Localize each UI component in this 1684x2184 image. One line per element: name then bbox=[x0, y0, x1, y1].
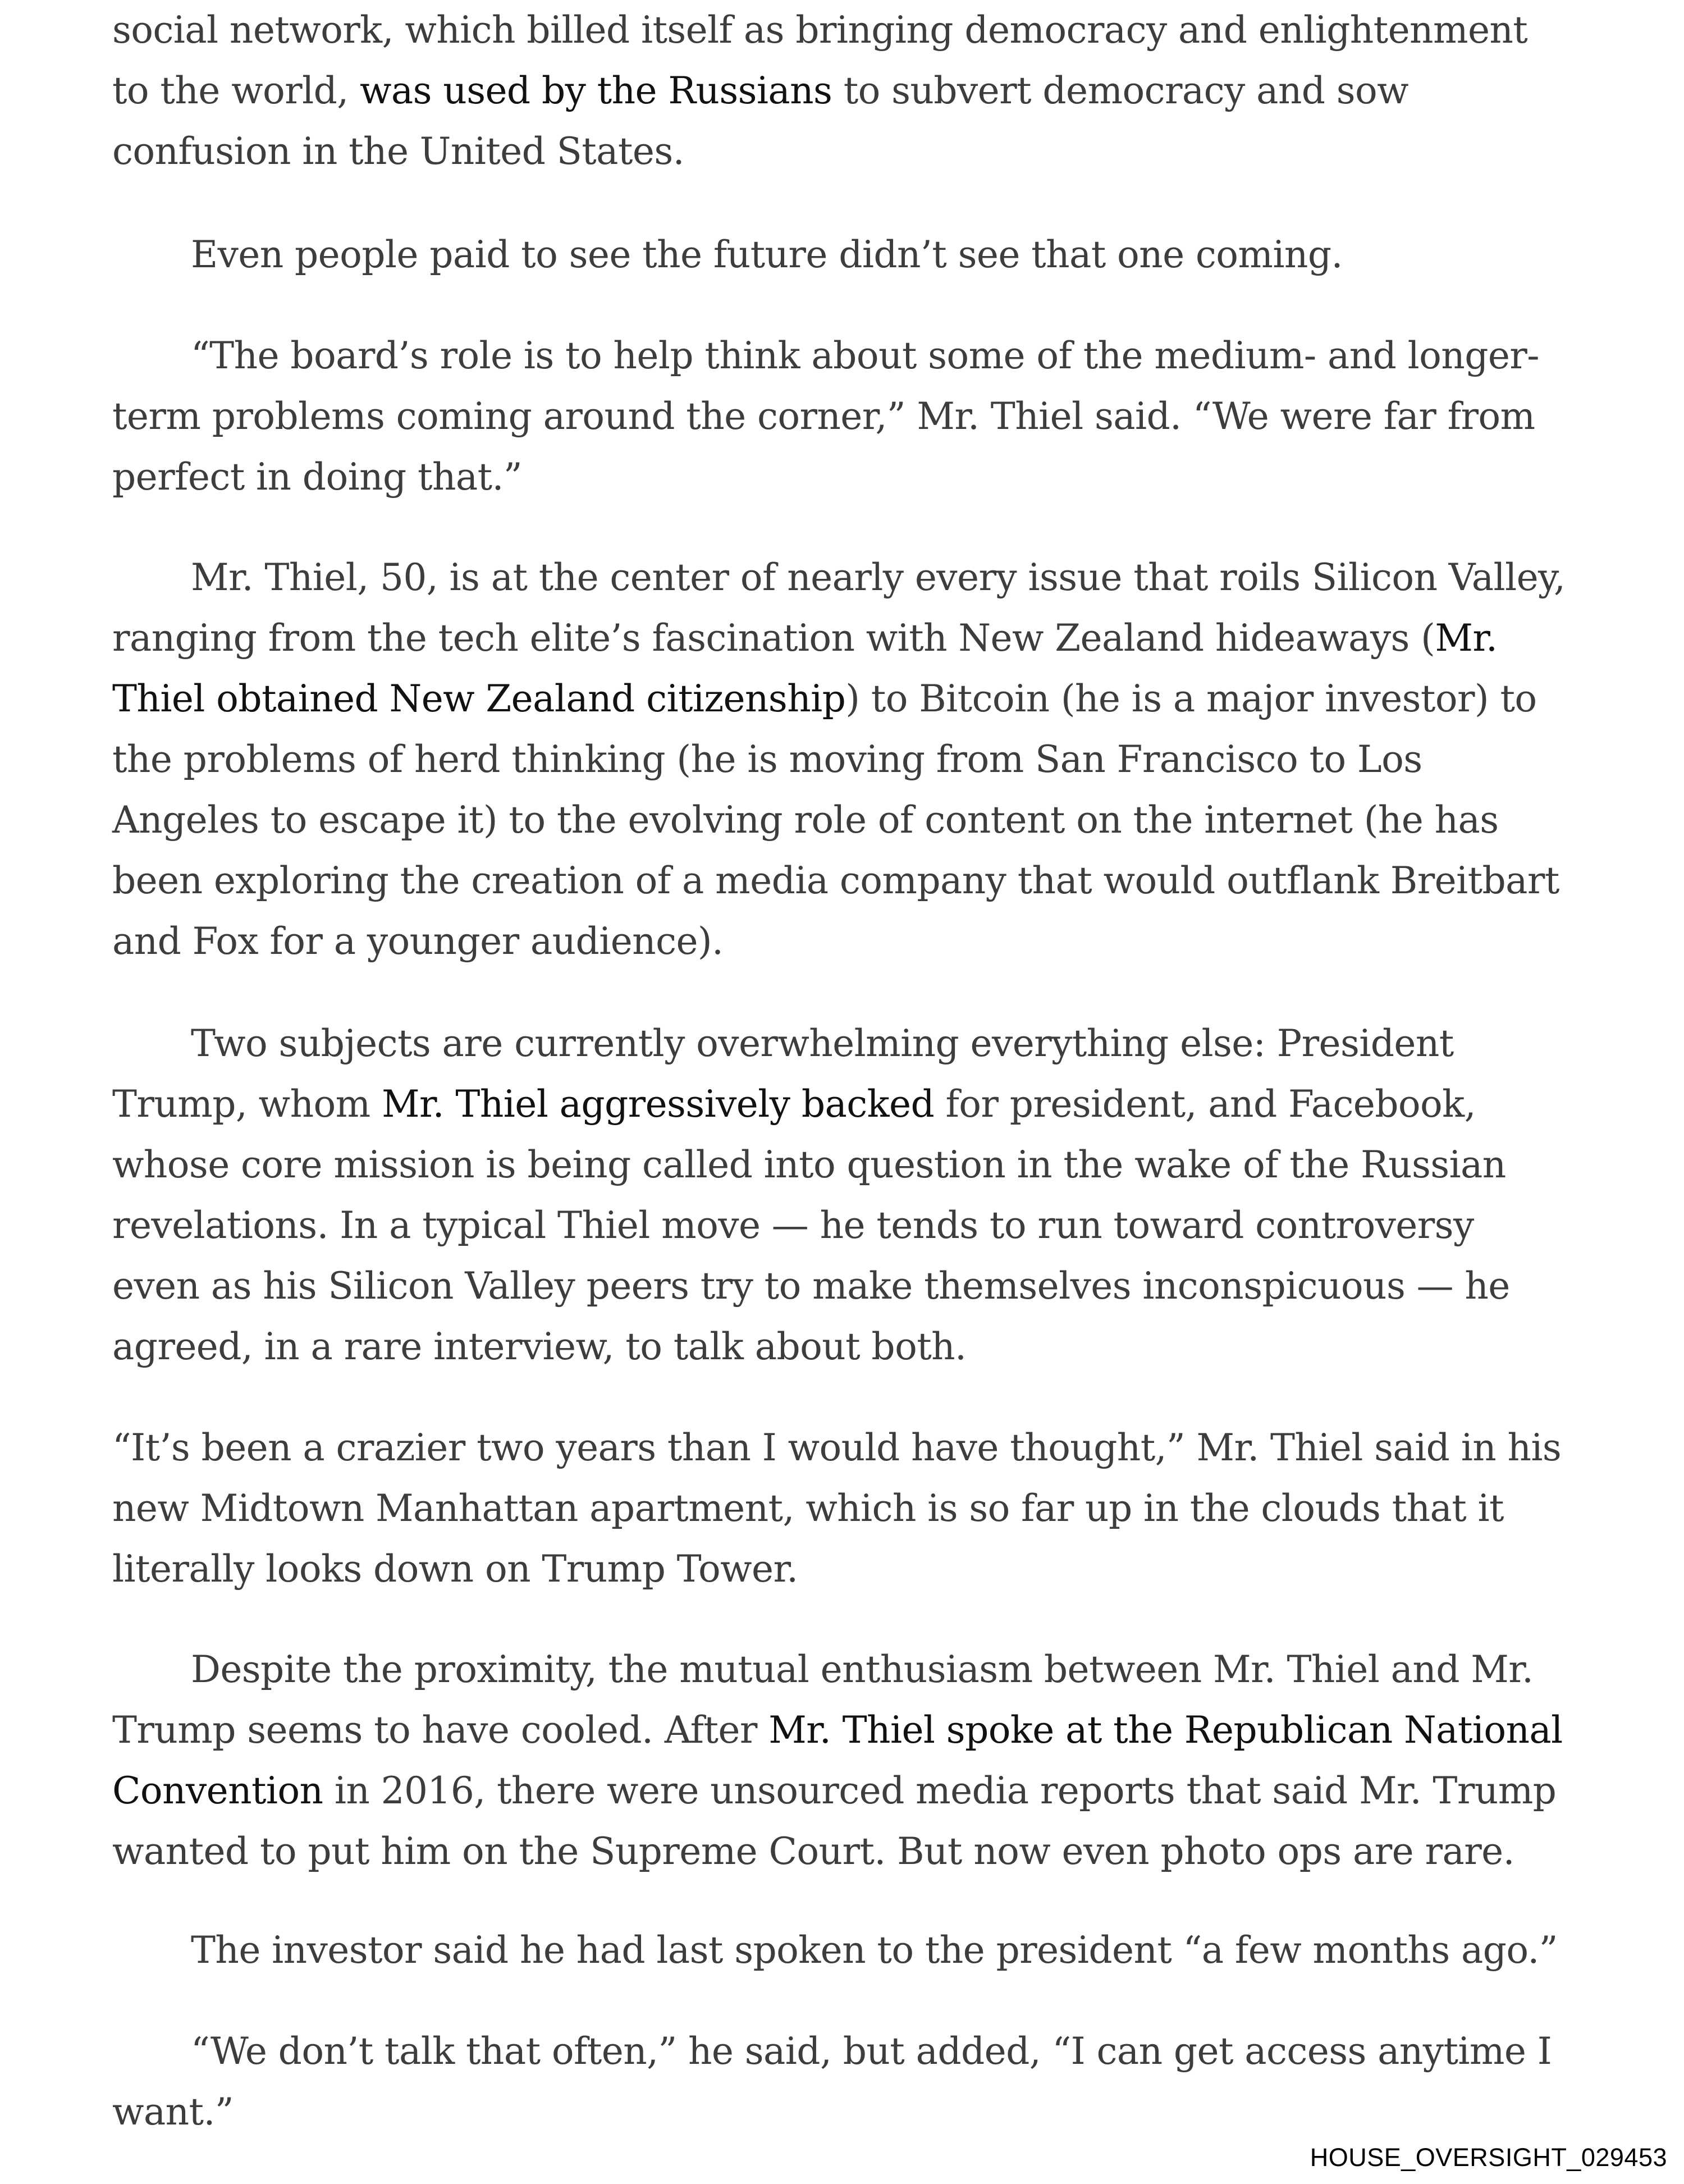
paragraph-1 bbox=[112, 0, 1572, 182]
paragraph-text: “We don’t talk that often,” he said, but added, “I can get access anytime I want.” bbox=[112, 2030, 1552, 2133]
bates-number: HOUSE_OVERSIGHT_029453 bbox=[1310, 2143, 1667, 2172]
paragraph-6 bbox=[112, 1418, 1572, 1600]
paragraph-text: in 2016, there were unsourced media reports that said Mr. Trump wanted to put him on the Supreme Court. But now even photo ops are rare. bbox=[112, 1769, 1557, 1873]
paragraph-text: Two subjects are currently overwhelming everything else: President Trump, whom bbox=[112, 1022, 1454, 1126]
paragraph-4 bbox=[112, 547, 1572, 972]
paragraph-7 bbox=[112, 1639, 1572, 1882]
paragraph-text: to subvert democracy and sow confusion in the United States. bbox=[112, 69, 1409, 173]
paragraph-text: “The board’s role is to help think about some of the medium- and longer-term problems coming around the corner,” Mr. Thiel said. “We were far from perfect in doing that.” bbox=[112, 334, 1539, 499]
paragraph-text: Mr. Thiel, 50, is at the center of nearly every issue that roils Silicon Valley, ranging from the tech elite’s fascination with New Zealand hideaways ( bbox=[112, 556, 1566, 660]
paragraph-2 bbox=[112, 225, 1572, 285]
paragraph-text: ) to Bitcoin (he is a major investor) to the problems of herd thinking (he is moving from San Francisco to Los Angeles to escape it) to the evolving role of content on the internet (he has been exploring the creation of a media company that would outflank Breitbart and Fox for a younger audience). bbox=[112, 677, 1559, 963]
paragraph-text: Despite the proximity, the mutual enthusiasm between Mr. Thiel and Mr. Trump seems to have cooled. After bbox=[112, 1648, 1534, 1752]
article-link-republican-convention[interactable]: Mr. Thiel spoke at the Republican National Convention bbox=[112, 1708, 1563, 1812]
paragraph-9 bbox=[112, 2021, 1572, 2142]
paragraph-5 bbox=[112, 1013, 1572, 1377]
paragraph-text: “It’s been a crazier two years than I would have thought,” Mr. Thiel said in his new Midtown Manhattan apartment, which is so far up in the clouds that it literally looks down on Trump Tower. bbox=[112, 1426, 1562, 1591]
article-link-new-zealand-citizenship[interactable]: Mr. Thiel obtained New Zealand citizenship bbox=[112, 616, 1498, 720]
paragraph-text: social network, which billed itself as bringing democracy and enlightenment to the world, bbox=[112, 8, 1528, 112]
paragraph-8 bbox=[112, 1920, 1572, 1981]
paragraph-text: The investor said he had last spoken to the president “a few months ago.” bbox=[191, 1929, 1558, 1972]
paragraph-text: Even people paid to see the future didn’t see that one coming. bbox=[191, 233, 1343, 276]
paragraph-text: for president, and Facebook, whose core mission is being called into question in the wake of the Russian revelations. In a typical Thiel move — he tends to run toward controversy even as his Silicon Valley peers try to make themselves inconspicuous — he agreed, in a rare interview, to talk about both. bbox=[112, 1082, 1510, 1368]
paragraph-3 bbox=[112, 326, 1572, 508]
article-link-russians[interactable]: was used by the Russians bbox=[360, 69, 832, 112]
article-link-thiel-backed-trump[interactable]: Mr. Thiel aggressively backed bbox=[381, 1082, 935, 1126]
